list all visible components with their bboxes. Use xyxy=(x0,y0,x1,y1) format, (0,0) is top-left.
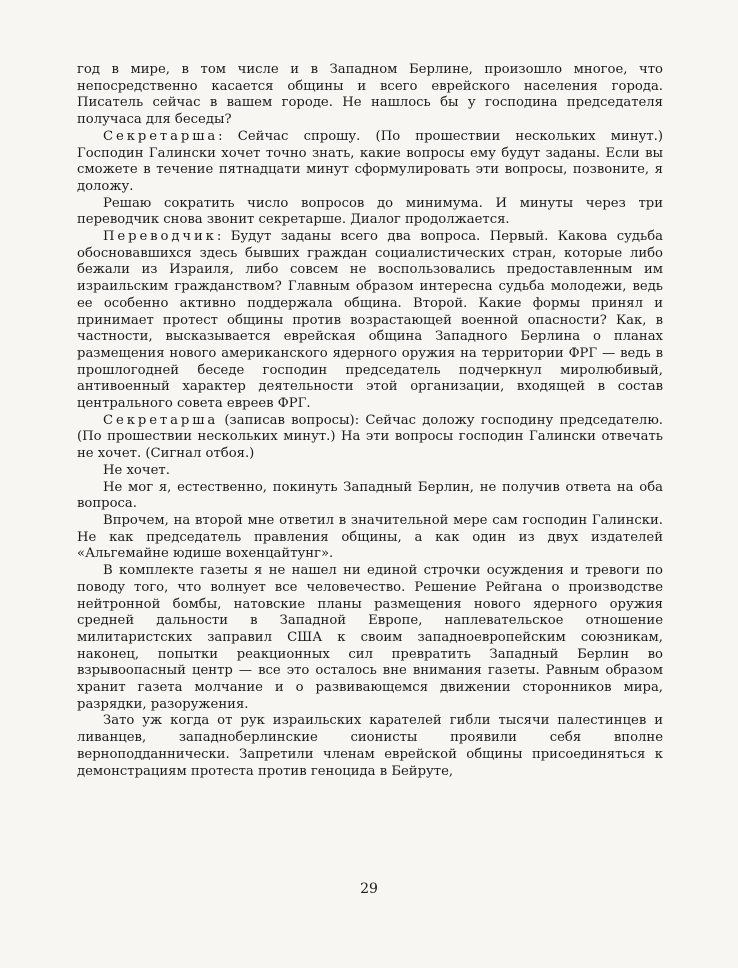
paragraph: В комплекте газеты я не нашел ни единой строчки осуждения и тревоги по поводу того, что волнует все человечество. Решение Рейгана о производстве нейтронной бомбы, натовские планы размещения нового ядерного оружия средней дальности в Западной Европе, наплевательское отношение милитаристских заправил США к своим западноевропейским союзникам, наконец, попытки реакционных сил превратить Западный Берлин во взрывоопасный центр — все это осталось вне внимания газеты. Равным образом хранит газета молчание и о развивающемся движении сторонников мира, разрядки, разоружения. xyxy=(77,563,663,712)
paragraph: Не хочет. xyxy=(103,462,170,478)
paragraph: Зато уж когда от рук израильских карателей гибли тысячи палестинцев и ливанцев, западноберлинские сионисты проявили себя вполне верноподданнически. Запретили членам еврейской общины присоединяться к демонстрациям протеста против геноцида в Бейруте, xyxy=(77,713,663,779)
page-number: 29 xyxy=(360,881,378,897)
paragraph: Впрочем, на второй мне ответил в значительной мере сам господин Галински. Не как председатель правления общины, а как один из двух издателей «Альгемайне юдише вохенцайтунг». xyxy=(77,512,663,562)
speaker-name: Секретарша xyxy=(103,128,219,144)
speaker-name: Переводчик xyxy=(103,229,217,245)
paragraph-dialogue-translator: Переводчик: Будут заданы всего два вопроса. Первый. Какова судьба обосновавшихся здесь бывших граждан социалистических стран, которые либо бежали из Израиля, либо совсем не воспользовались предоставленным им израильским гражданством? Главным образом интересна судьба молодежи, ведь ее особенно активно поддержала община. Второй. Какие формы принял и принимает протест общины против возрастающей военной опасности? Как, в частности, высказывается еврейская община Западного Берлина о планах размещения нового американского ядерного оружия на территории ФРГ — ведь в прошлогодней беседе господин председатель подчеркнул миролюбивый, антивоенный характер деятельности этой организации, входящей в состав центрального совета евреев ФРГ. xyxy=(77,229,663,412)
paragraph-continuation: год в мире, в том числе и в Западном Берлине, произошло многое, что непосредственно касается общины и всего еврейского населения города. Писатель сейчас в вашем городе. Не нашлось бы у господина председателя получаса для беседы? xyxy=(77,62,663,128)
paragraph-dialogue-secretary: Секретарша (записав вопросы): Сейчас доложу господину председателю. (По прошествии нескольких минут.) На эти вопросы господин Галински отвечать не хочет. (Сигнал отбоя.) xyxy=(77,412,663,462)
speaker-name: Секретарша xyxy=(103,412,219,428)
body-text xyxy=(77,62,663,780)
paragraph-dialogue-secretary: Секретарша: Сейчас спрошу. (По прошествии нескольких минут.) Господин Галински хочет точно знать, какие вопросы ему будут заданы. Если вы сможете в течение пятнадцати минут сформулировать эти вопросы, позвоните, я доложу. xyxy=(77,128,663,194)
paragraph: Не мог я, естественно, покинуть Западный Берлин, не получив ответа на оба вопроса. xyxy=(77,479,663,512)
paragraph: Решаю сократить число вопросов до минимума. И минуты через три переводчик снова звонит секретарше. Диалог продолжается. xyxy=(77,195,663,228)
